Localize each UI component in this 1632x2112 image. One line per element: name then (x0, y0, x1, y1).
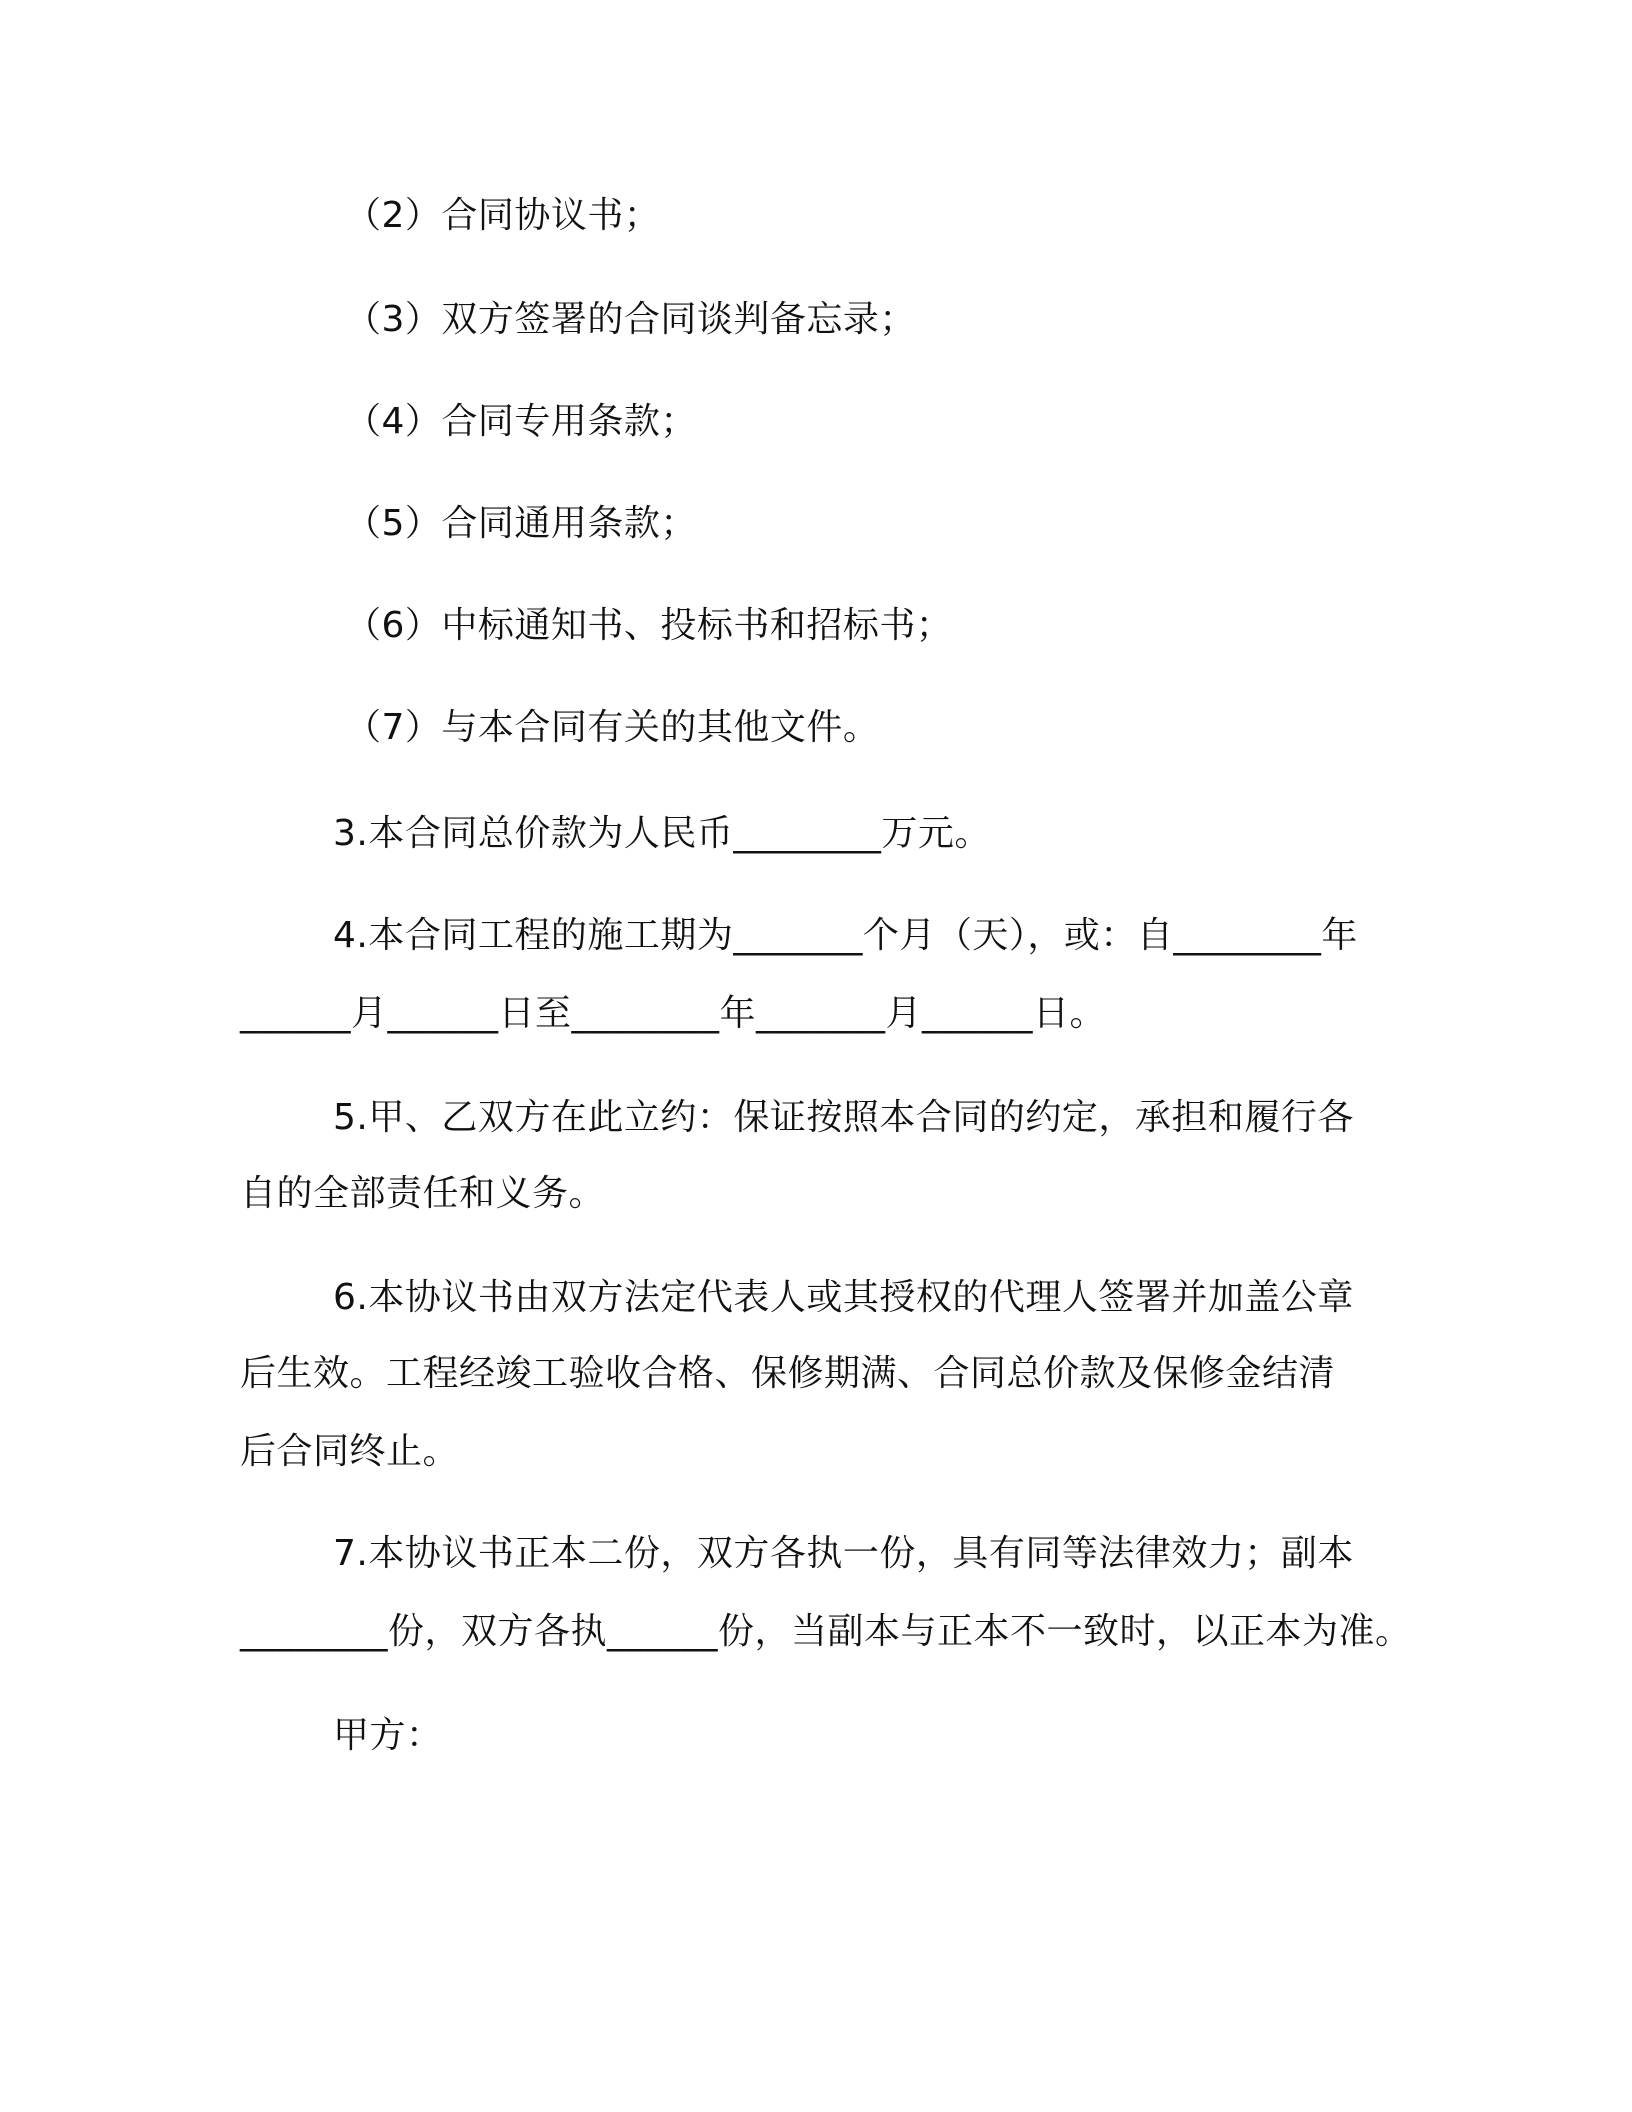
clause-4-line-1: 4.本合同工程的施工期为_______个月（天），或：自________年 (333, 915, 1358, 956)
clause-6-line-3: 后合同终止。 (240, 1431, 460, 1472)
party-a-label: 甲方： (333, 1715, 443, 1756)
list-item: （6）中标通知书、投标书和招标书； (345, 605, 953, 646)
clause-6-line-2: 后生效。工程经竣工验收合格、保修期满、合同总价款及保修金结清 (240, 1353, 1336, 1394)
list-item: （3）双方签署的合同谈判备忘录； (345, 299, 916, 340)
list-item: （2）合同协议书； (345, 195, 661, 236)
clause-7-line-2: ________份，双方各执______份，当副本与正本不一致时，以正本为准。 (240, 1611, 1412, 1652)
list-item: （4）合同专用条款； (345, 401, 697, 442)
clause-6-line-1: 6.本协议书由双方法定代表人或其授权的代理人签署并加盖公章 (333, 1277, 1354, 1318)
clause-3-line-1: 3.本合同总价款为人民币________万元。 (333, 813, 991, 854)
list-item: （7）与本合同有关的其他文件。 (345, 707, 880, 748)
clause-4-line-2: ______月______日至________年_______月______日。 (240, 993, 1107, 1034)
clause-5-line-2: 自的全部责任和义务。 (240, 1173, 606, 1214)
clause-5-line-1: 5.甲、乙双方在此立约：保证按照本合同的约定，承担和履行各 (333, 1097, 1354, 1138)
clause-7-line-1: 7.本协议书正本二份，双方各执一份，具有同等法律效力；副本 (333, 1533, 1354, 1574)
list-item: （5）合同通用条款； (345, 503, 697, 544)
